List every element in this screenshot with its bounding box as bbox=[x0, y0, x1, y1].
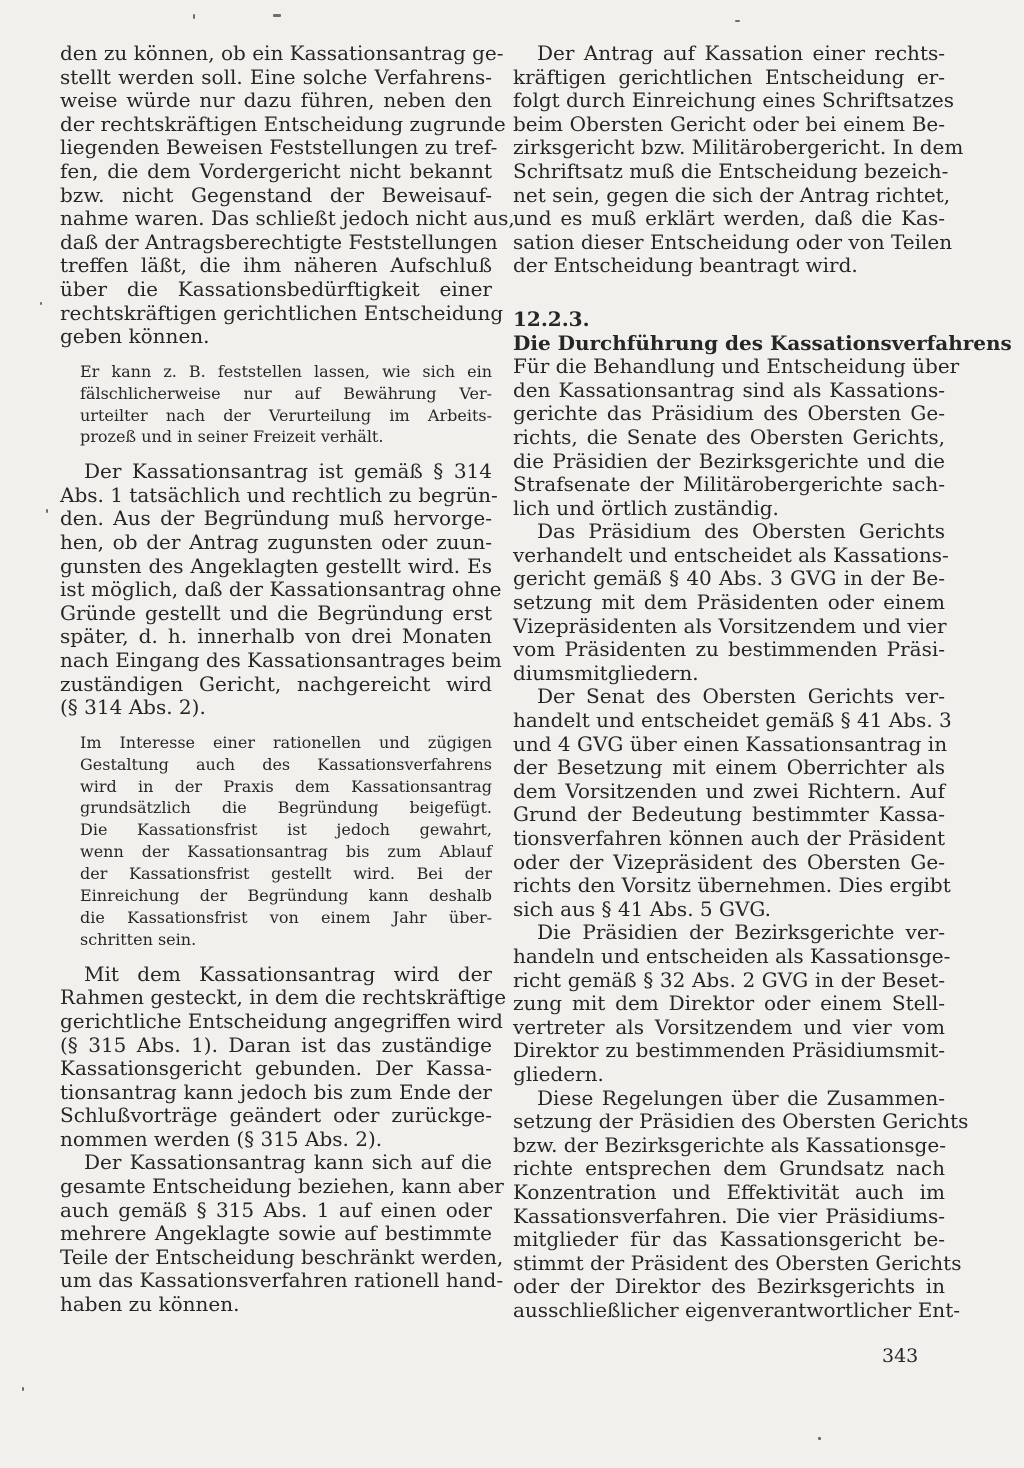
paragraph bbox=[513, 1085, 969, 1323]
text-line: (§ 315 Abs. 1). Daran ist das zuständige bbox=[60, 1032, 492, 1057]
text-line: stellt werden soll. Eine solche Verfahrens- bbox=[60, 64, 492, 89]
text-line: richte entsprechen dem Grundsatz nach bbox=[513, 1156, 945, 1181]
text-line: nahme waren. Das schließt jedoch nicht aus, bbox=[60, 206, 515, 231]
text-line: rechtskräftigen gerichtlichen Entscheidung bbox=[60, 300, 504, 325]
scan-speck bbox=[40, 302, 42, 305]
paragraph bbox=[513, 41, 964, 278]
section-heading bbox=[513, 306, 1012, 355]
text-line: Schriftsatz muß die Entscheidung bezeich- bbox=[513, 158, 949, 183]
text-line: Rahmen gesteckt, in dem die rechtskräftige bbox=[60, 985, 507, 1010]
text-line: Der Kassationsantrag kann sich auf die bbox=[84, 1150, 492, 1175]
text-line: mehrere Angeklagte sowie auf bestimmte bbox=[60, 1221, 492, 1246]
right-column bbox=[513, 41, 1012, 1322]
scan-speck bbox=[193, 14, 195, 19]
text-line: später, d. h. innerhalb von drei Monaten bbox=[60, 624, 492, 649]
text-line: den zu können, ob ein Kassationsantrag ge- bbox=[60, 41, 504, 65]
text-line: haben zu können. bbox=[60, 1292, 240, 1317]
text-line: den Kassationsantrag sind als Kassations- bbox=[513, 377, 945, 402]
text-line: Kassationsverfahren. Die vier Präsidiums- bbox=[513, 1203, 945, 1228]
text-line: und es muß erklärt werden, daß die Kas- bbox=[513, 206, 945, 231]
text-line: lich und örtlich zuständig. bbox=[513, 495, 779, 520]
text-line: tionsverfahren können auch der Präsident bbox=[513, 826, 945, 850]
text-line: liegenden Beweisen Feststellungen zu tref- bbox=[60, 135, 498, 160]
text-line: prozeß und in seiner Freizeit verhält. bbox=[80, 427, 384, 447]
text-line: Der Kassationsantrag ist gemäß § 314 bbox=[84, 459, 492, 484]
text-line: vom Präsidenten zu bestimmenden Präsi- bbox=[513, 637, 945, 662]
text-line: richts den Vorsitz übernehmen. Dies ergibt bbox=[513, 873, 951, 898]
text-line: richts, die Senate des Obersten Gerichts, bbox=[513, 424, 945, 449]
text-line: handelt und entscheidet gemäß § 41 Abs. 3 bbox=[513, 708, 952, 733]
text-line: den. Aus der Begründung muß hervorge- bbox=[60, 506, 492, 531]
text-line: der Besetzung mit einem Oberrichter als bbox=[513, 755, 945, 780]
text-line: Das Präsidium des Obersten Gerichts bbox=[537, 519, 945, 544]
left-column bbox=[60, 41, 515, 1317]
text-line: gliedern. bbox=[513, 1061, 604, 1086]
text-line: Der Antrag auf Kassation einer rechts- bbox=[537, 41, 945, 65]
text-line: vertreter als Vorsitzendem und vier vom bbox=[513, 1014, 945, 1039]
text-line: mitglieder für das Kassationsgericht be- bbox=[513, 1227, 945, 1252]
text-line: oder der Direktor des Bezirksgerichts in bbox=[513, 1274, 945, 1299]
text-line: setzung mit dem Präsidenten oder einem bbox=[513, 590, 945, 615]
paragraph bbox=[513, 519, 949, 685]
text-line: ist möglich, daß der Kassationsantrag ohne bbox=[60, 577, 502, 602]
text-line: wird in der Praxis dem Kassationsantrag bbox=[80, 776, 492, 796]
text-line: wenn der Kassationsantrag bis zum Ablauf bbox=[80, 842, 492, 862]
text-line: folgt durch Einreichung eines Schriftsatzes bbox=[513, 88, 955, 113]
text-line: beim Obersten Gericht oder bei einem Be- bbox=[513, 111, 945, 136]
text-line: ausschließlicher eigenverantwortlicher Ent- bbox=[513, 1297, 960, 1322]
scan-speck bbox=[735, 20, 740, 22]
text-line: fen, die dem Vordergericht nicht bekannt bbox=[60, 158, 492, 183]
text-line: und 4 GVG über einen Kassationsantrag in bbox=[513, 731, 948, 756]
text-line: Der Senat des Obersten Gerichts ver- bbox=[537, 684, 945, 709]
text-line: der Entscheidung beantragt wird. bbox=[513, 253, 858, 278]
paragraph bbox=[60, 41, 515, 349]
text-line: hen, ob der Antrag zugunsten oder zuun- bbox=[60, 530, 492, 555]
scan-speck bbox=[273, 14, 281, 17]
text-line: oder der Vizepräsident des Obersten Ge- bbox=[513, 849, 945, 874]
text-line: fälschlicherweise nur auf Bewährung Ver- bbox=[80, 383, 492, 403]
text-line: 12.2.3. bbox=[513, 306, 590, 331]
text-line: gunsten des Angeklagten gestellt wird. Es bbox=[60, 553, 492, 578]
text-line: stimmt der Präsident des Obersten Gerichts bbox=[513, 1250, 962, 1275]
text-line: um das Kassationsverfahren rationell hand- bbox=[60, 1268, 504, 1293]
text-line: Direktor zu bestimmenden Präsidiumsmit- bbox=[513, 1038, 945, 1063]
text-line: diumsmitgliedern. bbox=[513, 660, 699, 685]
text-line: treffen läßt, die ihm näheren Aufschluß bbox=[60, 253, 492, 278]
text-line: net sein, gegen die sich der Antrag richtet, bbox=[513, 182, 951, 207]
text-line: dem Vorsitzenden und zwei Richtern. Auf bbox=[513, 778, 945, 803]
scan-speck bbox=[818, 1437, 821, 1440]
text-line: gericht gemäß § 40 Abs. 3 GVG in der Be- bbox=[513, 566, 945, 591]
text-line: der rechtskräftigen Entscheidung zugrunde bbox=[60, 111, 506, 136]
paragraph bbox=[513, 920, 951, 1086]
text-line: Gestaltung auch des Kassationsverfahrens bbox=[80, 754, 492, 774]
text-line: schritten sein. bbox=[80, 929, 197, 949]
text-line: Grund der Bedeutung bestimmter Kassa- bbox=[513, 802, 945, 827]
text-line: Er kann z. B. feststellen lassen, wie sich ein bbox=[80, 361, 492, 381]
text-line: Kassationsgericht gebunden. Der Kassa- bbox=[60, 1056, 492, 1081]
text-line: nach Eingang des Kassationsantrages beim bbox=[60, 648, 502, 673]
text-line: (§ 314 Abs. 2). bbox=[60, 695, 206, 720]
text-line: grundsätzlich die Begründung beigefügt. bbox=[80, 798, 492, 818]
text-line: Schlußvorträge geändert oder zurückge- bbox=[60, 1103, 492, 1128]
text-line: Für die Behandlung und Entscheidung über bbox=[513, 354, 960, 379]
text-line: sation dieser Entscheidung oder von Teilen bbox=[513, 229, 953, 254]
text-line: verhandelt und entscheidet als Kassations- bbox=[513, 542, 949, 567]
note-paragraph bbox=[60, 732, 492, 951]
text-line: die Präsidien der Bezirksgerichte und die bbox=[513, 448, 945, 473]
paragraph bbox=[60, 459, 502, 720]
text-line: Teile der Entscheidung beschränkt werden, bbox=[60, 1244, 504, 1269]
text-line: bzw. der Bezirksgerichte als Kassationsge- bbox=[513, 1132, 946, 1157]
text-line: Mit dem Kassationsantrag wird der bbox=[84, 961, 492, 986]
text-line: auch gemäß § 315 Abs. 1 auf einen oder bbox=[60, 1197, 492, 1222]
text-line: Die Durchführung des Kassationsverfahrens bbox=[513, 330, 1012, 355]
text-line: nommen werden (§ 315 Abs. 2). bbox=[60, 1126, 383, 1151]
paragraph bbox=[513, 354, 960, 520]
text-line: handeln und entscheiden als Kassationsge- bbox=[513, 943, 951, 968]
text-line: daß der Antragsberechtigte Feststellungen bbox=[60, 229, 498, 254]
text-line: die Kassationsfrist von einem Jahr über- bbox=[80, 907, 492, 927]
text-line: Abs. 1 tatsächlich und rechtlich zu begrün- bbox=[60, 482, 498, 507]
text-line: Einreichung der Begründung kann deshalb bbox=[80, 886, 492, 906]
text-line: urteilter nach der Verurteilung im Arbeits- bbox=[80, 405, 492, 425]
text-line: zirksgericht bzw. Militärobergericht. In dem bbox=[513, 135, 964, 160]
text-line: der Kassationsfrist gestellt wird. Bei der bbox=[80, 864, 492, 884]
text-line: Die Kassationsfrist ist jedoch gewahrt, bbox=[80, 820, 492, 840]
text-line: Strafsenate der Militärobergerichte sach- bbox=[513, 472, 945, 497]
scan-speck bbox=[22, 1387, 24, 1391]
text-line: gerichte das Präsidium des Obersten Ge- bbox=[513, 401, 945, 426]
text-line: Im Interesse einer rationellen und zügigen bbox=[80, 732, 492, 752]
text-line: kräftigen gerichtlichen Entscheidung er- bbox=[513, 64, 945, 89]
paragraph bbox=[60, 961, 507, 1152]
scan-speck bbox=[46, 509, 48, 513]
text-line: weise würde nur dazu führen, neben den bbox=[60, 88, 492, 113]
text-line: Vizepräsidenten als Vorsitzendem und vier bbox=[513, 613, 947, 638]
note-paragraph bbox=[60, 361, 492, 449]
text-line: sich aus § 41 Abs. 5 GVG. bbox=[513, 896, 772, 921]
page-number: 343 bbox=[882, 1345, 919, 1367]
text-line: setzung der Präsidien des Obersten Gerichts bbox=[513, 1109, 969, 1134]
text-line: Gründe gestellt und die Begründung erst bbox=[60, 600, 492, 625]
text-line: tionsantrag kann jedoch bis zum Ende der bbox=[60, 1079, 492, 1104]
text-line: richt gemäß § 32 Abs. 2 GVG in der Beset- bbox=[513, 967, 945, 992]
text-line: bzw. nicht Gegenstand der Beweisauf- bbox=[60, 182, 492, 207]
text-line: zung mit dem Direktor oder einem Stell- bbox=[513, 991, 945, 1016]
paragraph bbox=[60, 1150, 504, 1317]
text-line: Konzentration und Effektivität auch im bbox=[513, 1179, 945, 1204]
text-line: gesamte Entscheidung beziehen, kann aber bbox=[60, 1174, 504, 1199]
text-line: Diese Regelungen über die Zusammen- bbox=[537, 1085, 945, 1110]
paragraph bbox=[513, 684, 952, 921]
text-line: gerichtliche Entscheidung angegriffen wird bbox=[60, 1008, 503, 1033]
text-line: über die Kassationsbedürftigkeit einer bbox=[60, 276, 492, 301]
text-line: Die Präsidien der Bezirksgerichte ver- bbox=[537, 920, 945, 945]
text-line: zuständigen Gericht, nachgereicht wird bbox=[60, 671, 492, 696]
text-line: geben können. bbox=[60, 324, 210, 349]
